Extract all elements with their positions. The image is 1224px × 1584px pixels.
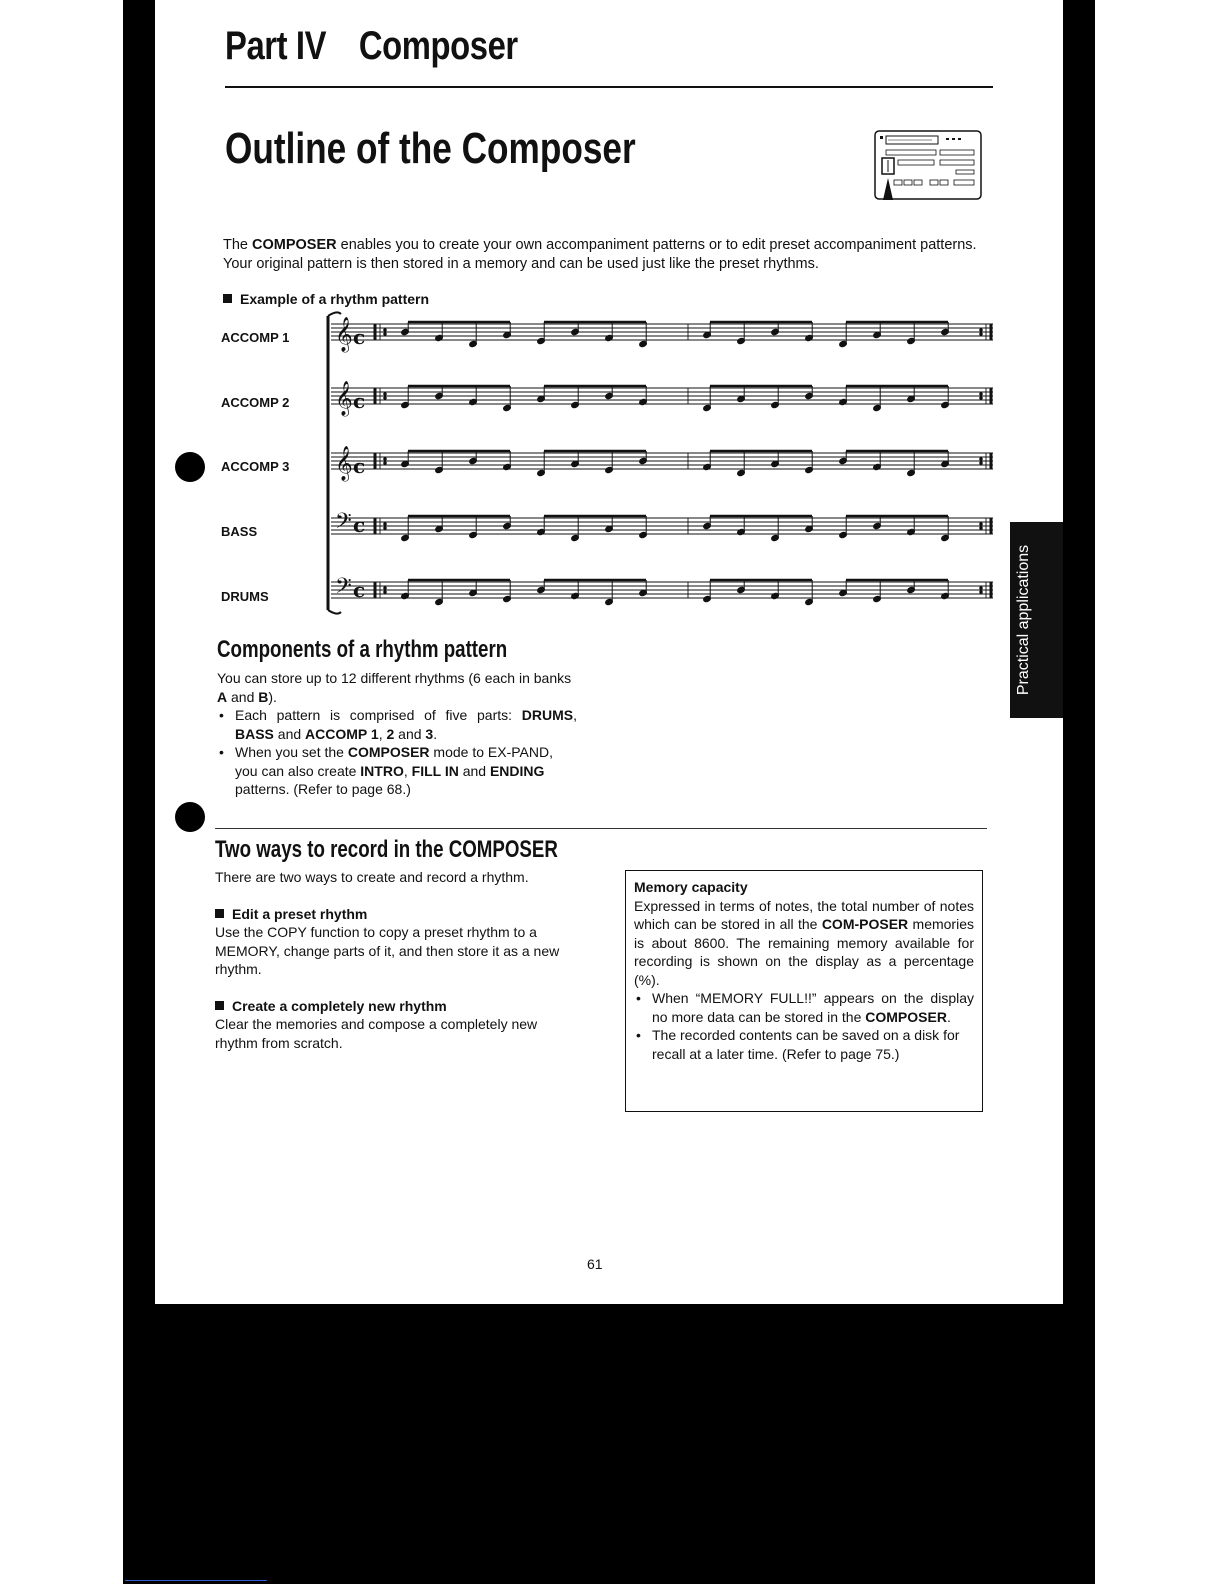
scan-border-left bbox=[123, 0, 155, 1310]
repeat-dot bbox=[384, 397, 387, 400]
repeat-dot bbox=[384, 462, 387, 465]
time-signature-icon: c bbox=[353, 325, 366, 349]
page-number: 61 bbox=[587, 1256, 603, 1272]
repeat-dot bbox=[980, 587, 983, 590]
time-signature-icon: c bbox=[353, 513, 366, 537]
scan-edge-line bbox=[125, 1580, 267, 1581]
create-new-text: Clear the memories and compose a completely new rhythm from scratch. bbox=[215, 1016, 538, 1051]
repeat-dot bbox=[384, 393, 387, 396]
part-number: Part IV bbox=[225, 24, 327, 68]
part-title bbox=[225, 24, 518, 69]
repeat-dot bbox=[384, 523, 387, 526]
header-rule bbox=[225, 86, 993, 88]
repeat-dot bbox=[980, 591, 983, 594]
example-heading: Example of a rhythm pattern bbox=[223, 291, 429, 307]
scan-border-bottom bbox=[123, 1304, 1095, 1584]
part-label-accomp2: ACCOMP 2 bbox=[221, 395, 290, 410]
repeat-dot bbox=[384, 458, 387, 461]
repeat-dot bbox=[384, 527, 387, 530]
repeat-dot bbox=[980, 527, 983, 530]
part-label-drums: DRUMS bbox=[221, 589, 269, 604]
side-tab-label: Practical applications bbox=[1015, 544, 1032, 696]
components-body bbox=[217, 669, 577, 799]
section-rule bbox=[215, 828, 987, 829]
components-bullet-expand: • When you set the COMPOSER mode to EX-PAND, you can also create INTRO, FILL IN and ENDING patterns. (Refer to page 68.) bbox=[217, 743, 577, 799]
memory-capacity-box bbox=[625, 870, 983, 1112]
edit-preset-heading: Edit a preset rhythm bbox=[215, 905, 575, 924]
edit-preset-text: Use the COPY function to copy a preset rhythm to a MEMORY, change parts of it, and then store it as a new rhythm. bbox=[215, 924, 560, 977]
part-section: Composer bbox=[358, 24, 518, 68]
repeat-dot bbox=[980, 397, 983, 400]
bass-clef-icon: 𝄢 bbox=[335, 509, 352, 539]
page-title: Outline of the Composer bbox=[225, 124, 636, 173]
time-signature-icon: c bbox=[353, 454, 366, 478]
keyboard-panel-icon bbox=[874, 130, 982, 200]
repeat-dot bbox=[980, 393, 983, 396]
memory-capacity-paragraph: Expressed in terms of notes, the total number of notes which can be stored in all the COM-POSER memories is about 8600. The remaining memory available for recording is shown on the display as a percentage (%). bbox=[634, 897, 974, 988]
time-signature-icon: c bbox=[353, 578, 366, 602]
square-bullet-icon bbox=[223, 294, 232, 303]
intro-paragraph: The COMPOSER enables you to create your own accompaniment patterns or to edit preset accompaniment patterns. Your original pattern is then stored in a memory and can be used just like the preset rhythms. bbox=[223, 237, 977, 272]
components-paragraph: You can store up to 12 different rhythms (6 each in banks A and B). bbox=[217, 670, 572, 705]
square-bullet-icon bbox=[215, 1001, 224, 1010]
repeat-dot bbox=[384, 587, 387, 590]
two-ways-heading: Two ways to record in the COMPOSER bbox=[215, 836, 558, 863]
components-heading: Components of a rhythm pattern bbox=[217, 636, 508, 663]
bass-clef-icon: 𝄢 bbox=[335, 574, 352, 604]
time-signature-icon: c bbox=[353, 389, 366, 413]
part-label-accomp1: ACCOMP 1 bbox=[221, 330, 290, 345]
repeat-dot bbox=[980, 333, 983, 336]
manual-page bbox=[155, 0, 1063, 1304]
rhythm-pattern-score bbox=[325, 310, 995, 626]
repeat-dot bbox=[980, 458, 983, 461]
repeat-dot bbox=[384, 591, 387, 594]
treble-clef-icon: 𝄞 bbox=[335, 317, 353, 352]
repeat-dot bbox=[980, 523, 983, 526]
components-bullet-parts: • Each pattern is comprised of five parts: DRUMS, BASS and ACCOMP 1, 2 and 3. bbox=[217, 706, 577, 743]
memory-bullet-disk: • The recorded contents can be saved on a disk for recall at a later time. (Refer to page 75.) bbox=[634, 1026, 974, 1063]
treble-clef-icon: 𝄞 bbox=[335, 446, 353, 481]
repeat-dot bbox=[384, 329, 387, 332]
repeat-dot bbox=[980, 462, 983, 465]
square-bullet-icon bbox=[215, 909, 224, 918]
part-label-accomp3: ACCOMP 3 bbox=[221, 459, 290, 474]
binder-hole bbox=[175, 452, 205, 482]
two-ways-body bbox=[215, 868, 575, 1052]
treble-clef-icon: 𝄞 bbox=[335, 381, 353, 416]
memory-capacity-title: Memory capacity bbox=[634, 879, 748, 895]
memory-bullet-full: • When “MEMORY FULL!!” appears on the display no more data can be stored in the COMPOSER. bbox=[634, 989, 974, 1026]
part-label-bass: BASS bbox=[221, 524, 258, 539]
two-ways-intro: There are two ways to create and record a rhythm. bbox=[215, 869, 529, 885]
repeat-dot bbox=[980, 329, 983, 332]
repeat-dot bbox=[384, 333, 387, 336]
binder-hole bbox=[175, 802, 205, 832]
create-new-heading: Create a completely new rhythm bbox=[215, 997, 575, 1016]
